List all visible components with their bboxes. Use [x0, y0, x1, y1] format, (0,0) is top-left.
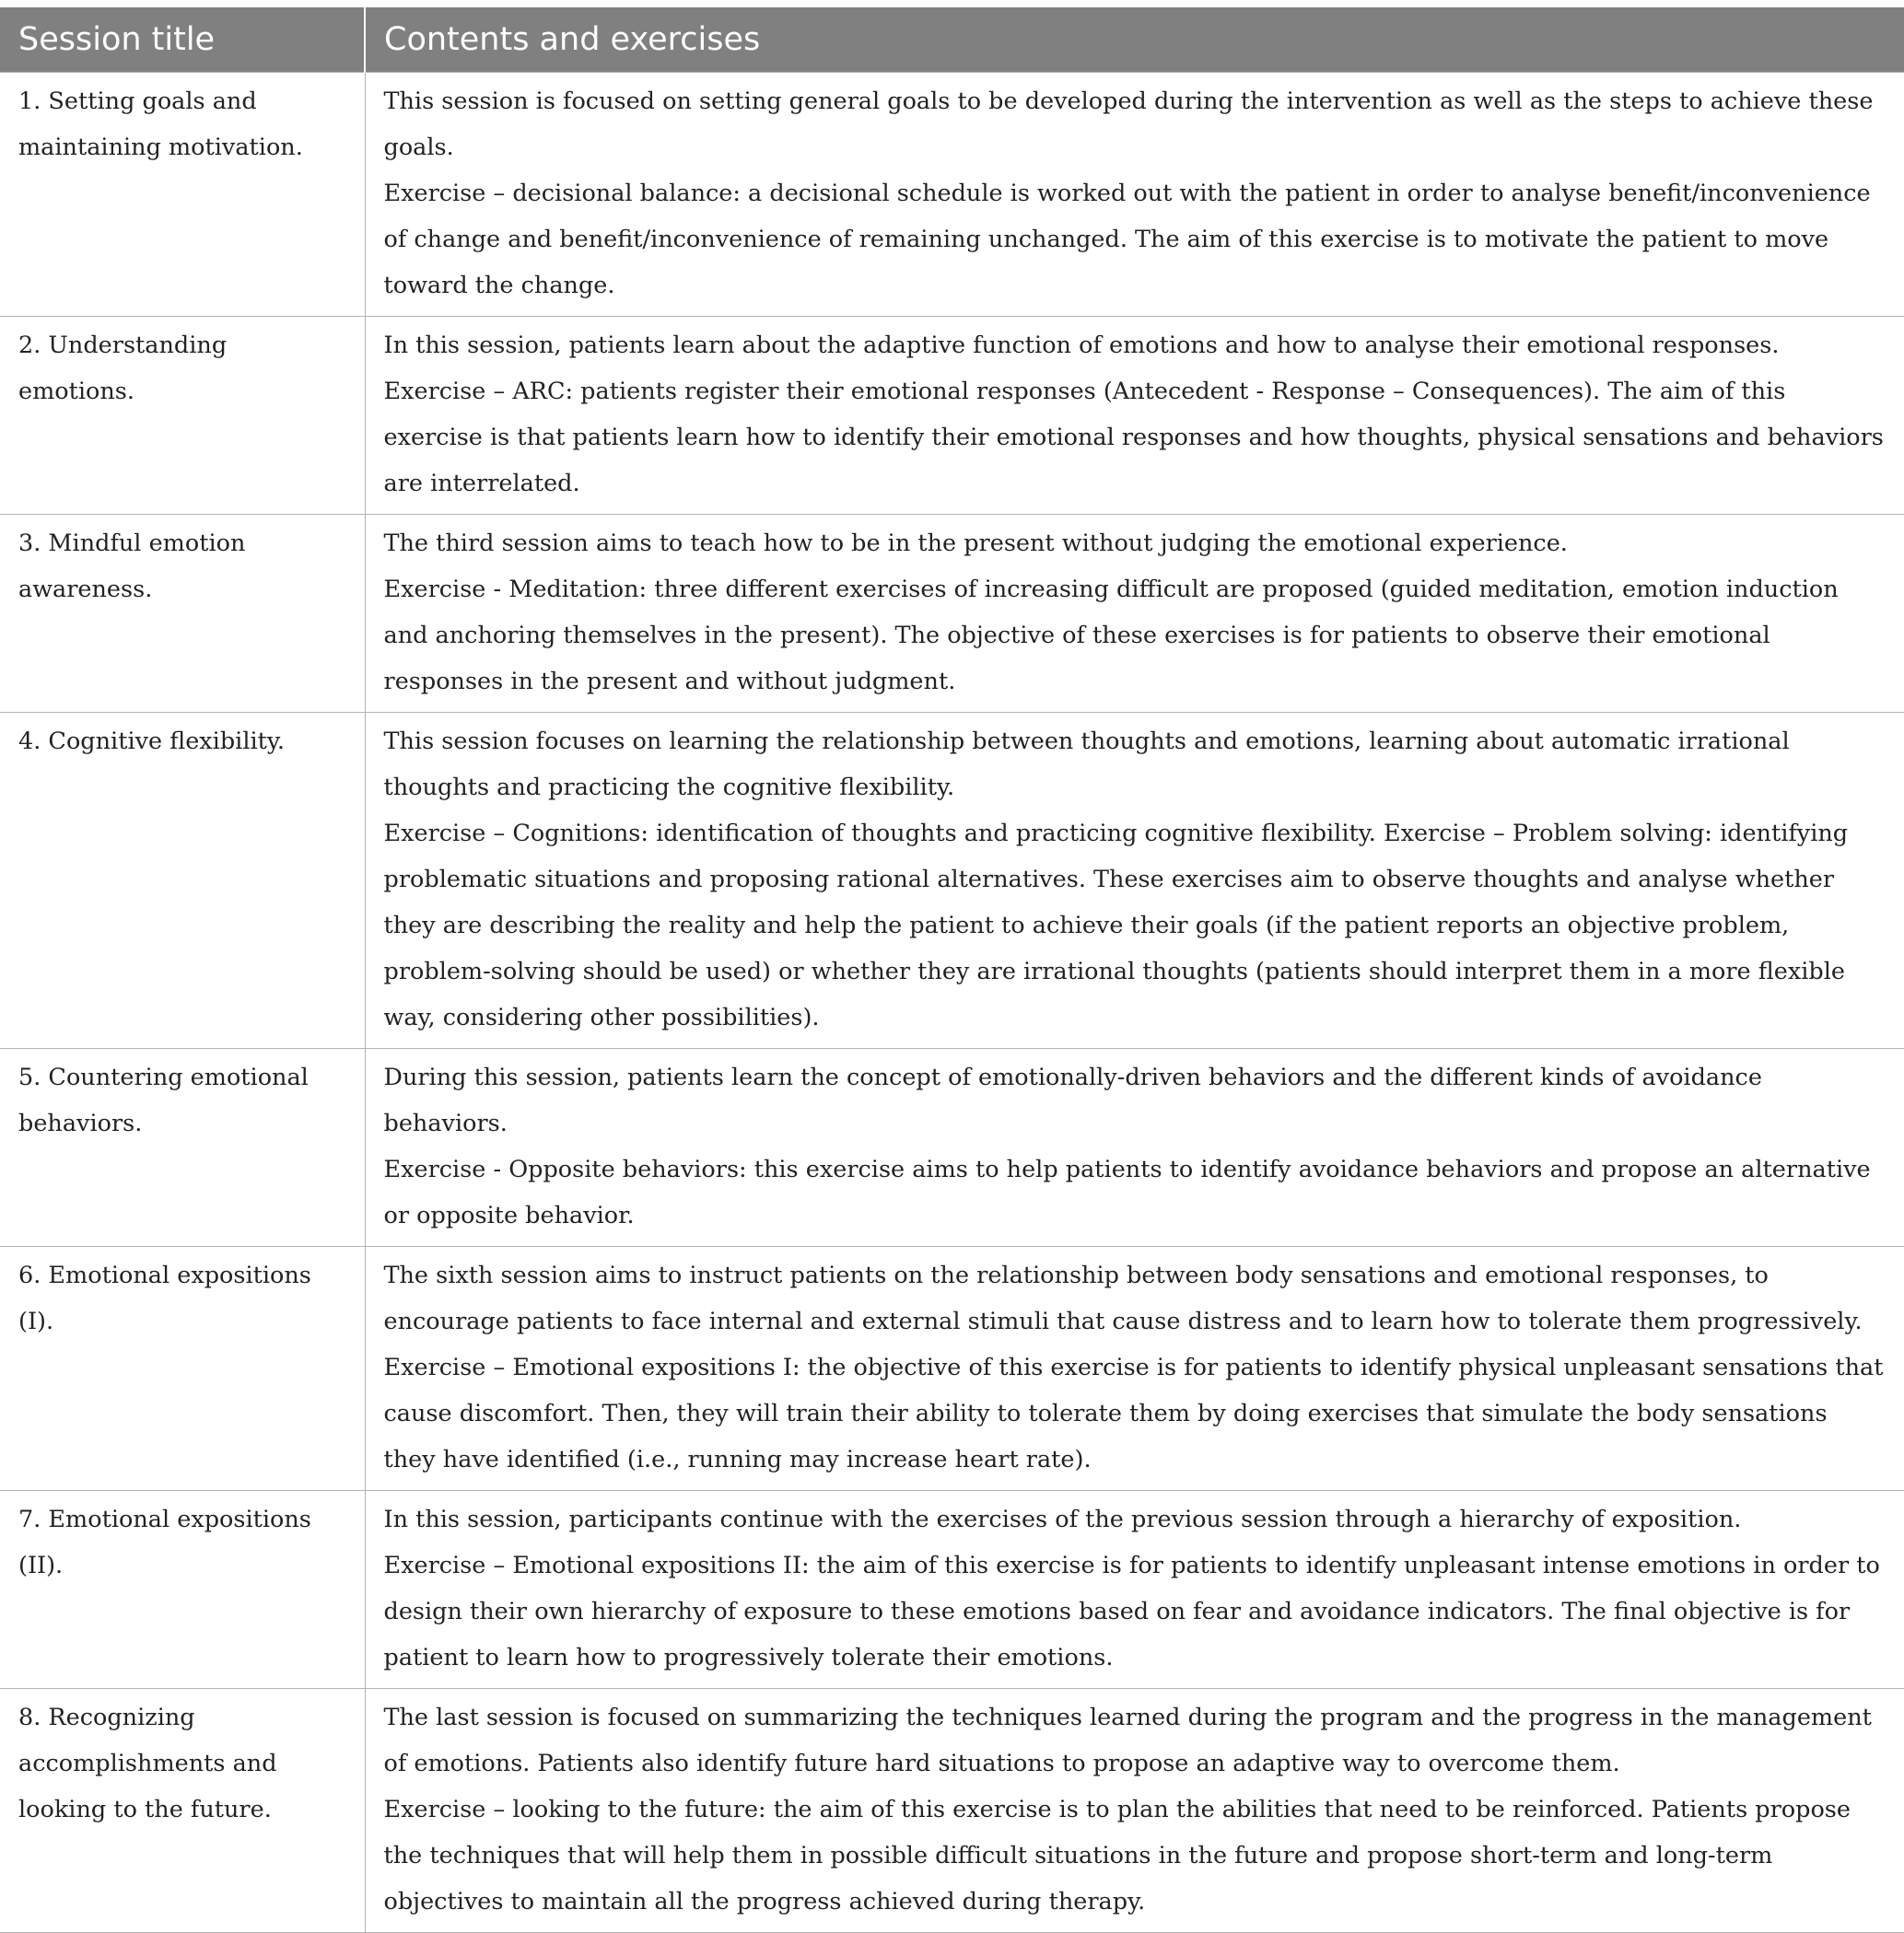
- content-paragraph: Exercise - Meditation: three different exercises of increasing difficult are proposed (guided meditation, emotion induction and anchoring themselves in the present). The objective of these exercises is for patients to observe their emotional responses in the present and without judgment.: [383, 576, 1839, 695]
- content-paragraph: Exercise – Emotional expositions I: the objective of this exercise is for patients to identify physical unpleasant sensations that cause discomfort. Then, they will train their ability to tolerate them by doing exercises that simulate the body sensations they have identified (i.e., running may increase heart rate).: [383, 1354, 1884, 1473]
- session-contents-cell: [365, 713, 1904, 1049]
- table-row: [0, 1491, 1904, 1689]
- content-paragraph: The third session aims to teach how to be in the present without judging the emotional experience.: [383, 530, 1568, 557]
- content-paragraph: Exercise – Cognitions: identification of thoughts and practicing cognitive flexibility. Exercise – Problem solving: identifying problematic situations and proposing rational alternatives. These exercises aim to observe thoughts and analyse whether they are describing the reality and help the patient to achieve their goals (if the patient reports an objective problem, problem-solving should be used) or whether they are irrational thoughts (patients should interpret them in a more flexible way, considering other possibilities).: [383, 820, 1849, 1031]
- table-row: [0, 515, 1904, 713]
- sessions-table-container: [0, 7, 1904, 1933]
- content-paragraph: Exercise – Emotional expositions II: the aim of this exercise is for patients to identify unpleasant intense emotions in order to design their own hierarchy of exposure to these emotions based on fear and avoidance indicators. The final objective is for patient to learn how to progressively tolerate their emotions.: [383, 1552, 1880, 1671]
- session-title-cell: 4. Cognitive flexibility.: [0, 713, 365, 1049]
- session-title-cell: 5. Countering emotional behaviors.: [0, 1049, 365, 1247]
- content-paragraph: During this session, patients learn the concept of emotionally-driven behaviors and the different kinds of avoidance behaviors.: [383, 1064, 1762, 1137]
- session-contents-cell: [365, 317, 1904, 515]
- session-title-cell: 1. Setting goals and maintaining motivation.: [0, 73, 365, 317]
- table-row: [0, 73, 1904, 317]
- header-session-title: Session title: [0, 7, 365, 73]
- content-paragraph: This session is focused on setting general goals to be developed during the intervention as well as the steps to achieve these goals.: [383, 87, 1874, 161]
- header-contents-exercises: Contents and exercises: [365, 7, 1904, 73]
- content-paragraph: The sixth session aims to instruct patients on the relationship between body sensations and emotional responses, to encourage patients to face internal and external stimuli that cause distress and to learn how to tolerate them progressively.: [383, 1262, 1863, 1335]
- content-paragraph: This session focuses on learning the relationship between thoughts and emotions, learning about automatic irrational thoughts and practicing the cognitive flexibility.: [383, 728, 1790, 801]
- session-contents-cell: [365, 1247, 1904, 1491]
- content-paragraph: Exercise – ARC: patients register their emotional responses (Antecedent - Response – Consequences). The aim of this exercise is that patients learn how to identify their emotional responses and how thoughts, physical sensations and behaviors are interrelated.: [383, 378, 1884, 497]
- content-paragraph: Exercise - Opposite behaviors: this exercise aims to help patients to identify avoidance behaviors and propose an alternative or opposite behavior.: [383, 1156, 1871, 1229]
- table-row: [0, 1247, 1904, 1491]
- content-paragraph: In this session, patients learn about the adaptive function of emotions and how to analyse their emotional responses.: [383, 332, 1780, 359]
- content-paragraph: The last session is focused on summarizing the techniques learned during the program and the progress in the management of emotions. Patients also identify future hard situations to propose an adaptive way to overcome them.: [383, 1704, 1872, 1777]
- session-title-cell: 7. Emotional expositions (II).: [0, 1491, 365, 1689]
- table-row: [0, 713, 1904, 1049]
- content-paragraph: Exercise – decisional balance: a decisional schedule is worked out with the patient in order to analyse benefit/inconvenience of change and benefit/inconvenience of remaining unchanged. The aim of this exercise is to motivate the patient to move toward the change.: [383, 180, 1871, 299]
- session-title-cell: 3. Mindful emotion awareness.: [0, 515, 365, 713]
- session-contents-cell: [365, 73, 1904, 317]
- table-row: [0, 1689, 1904, 1933]
- session-contents-cell: [365, 1491, 1904, 1689]
- table-header-row: [0, 7, 1904, 73]
- session-contents-cell: [365, 515, 1904, 713]
- session-title-cell: 2. Understanding emotions.: [0, 317, 365, 515]
- content-paragraph: In this session, participants continue with the exercises of the previous session through a hierarchy of exposition.: [383, 1506, 1742, 1533]
- table-row: [0, 317, 1904, 515]
- session-title-cell: 8. Recognizing accomplishments and looking to the future.: [0, 1689, 365, 1933]
- session-contents-cell: [365, 1049, 1904, 1247]
- sessions-table: [0, 7, 1904, 1933]
- table-row: [0, 1049, 1904, 1247]
- session-contents-cell: [365, 1689, 1904, 1933]
- session-title-cell: 6. Emotional expositions (I).: [0, 1247, 365, 1491]
- content-paragraph: Exercise – looking to the future: the aim of this exercise is to plan the abilities that need to be reinforced. Patients propose the techniques that will help them in possible difficult situations in the future and propose short-term and long-term objectives to maintain all the progress achieved during therapy.: [383, 1796, 1851, 1916]
